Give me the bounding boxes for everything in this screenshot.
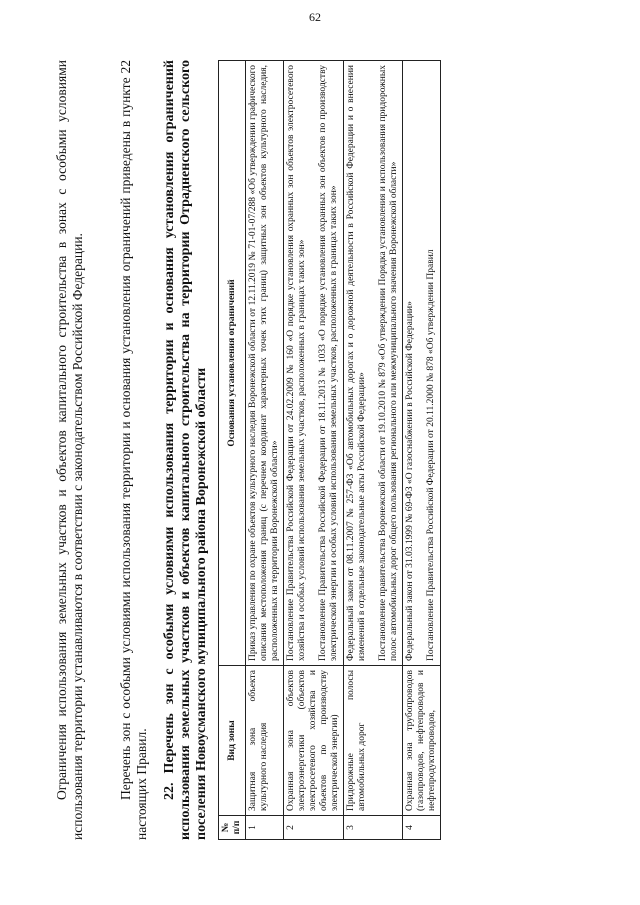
row-kind: Охранная зона трубопроводов (газопроводов, нефтепроводов и нефтепродуктопроводов,: [403, 666, 441, 816]
table-row: [403, 61, 441, 840]
row-num: 2: [284, 816, 344, 840]
table-row: [284, 61, 344, 840]
page-number: 62: [309, 10, 321, 24]
basis-item: Постановление Правительства Российской Федерации от 18.11.2013 № 1033 «О порядке установления охранных зон объектов по производству электрической энергии и особых условий использования земельных участков, расположенных в границах таких зон»: [318, 65, 339, 661]
header-num: № п/п: [219, 816, 246, 840]
basis-item: Приказ управления по охране объектов культурного наследия Воронежской области от 12.11.2019 № 71-01-07/288 «Об утверждении графического описания местоположения границ (с перечнем координат характерных точек этих границ) защитных зон объектов культурного наследия, расположенных на территории Воронежской области»: [248, 65, 280, 661]
basis-item: Федеральный закон от 08.11.2007 № 257-ФЗ «Об автомобильных дорогах и о дорожной деятельности в Российской Федерации и о внесении изменений в отдельные законодательные акты Российской Федерации»: [346, 65, 367, 661]
basis-item: Постановление правительства Воронежской области от 19.10.2010 № 879 «Об утверждении Порядка установления и использования придорожных полос автомобильных дорог общего пользования регионального или межмуниципального значения Воронежской области»: [378, 65, 399, 661]
row-num: 1: [246, 816, 284, 840]
header-basis: Основания установления ограничений: [219, 61, 246, 666]
row-num: 3: [344, 816, 403, 840]
basis-item: Федеральный закон от 31.03.1999 № 69-ФЗ «О газоснабжении в Российской Федерации»: [405, 301, 415, 661]
row-kind: Защитная зона объекта культурного наследия: [246, 666, 284, 816]
row-basis: [246, 61, 284, 666]
paragraph-restrictions: Ограничения использования земельных участков и объектов капитального строительства в зонах с особыми условиями использования территории устанавливаются в соответствии с законодательством Российской Федерации.: [54, 60, 85, 840]
table-row: [246, 61, 284, 840]
basis-item: Постановление Правительства Российской Федерации от 20.11.2000 № 878 «Об утверждении Правил: [426, 249, 436, 661]
row-kind: Придорожные полосы автомобильных дорог: [344, 666, 403, 816]
row-num: 4: [403, 816, 441, 840]
header-kind: Вид зоны: [219, 666, 246, 816]
zones-table: [218, 60, 441, 840]
basis-item: Постановление Правительства Российской Федерации от 24.02.2009 № 160 «О порядке установления охранных зон объектов электросетевого хозяйства и особых условий использования земельных участков, расположенных в границах таких зон»: [286, 65, 307, 661]
rotated-page-content: [50, 50, 610, 850]
paragraph-zone-list-reference: Перечень зон с особыми условиями использования территории и основания установления ограничений приведены в пункте 22 настоящих Правил.: [118, 60, 149, 840]
row-basis: [284, 61, 344, 666]
section-heading: 22. Перечень зон с особыми условиями использования территории и основания установления ограничений использования земельных участков и объектов капитального строительства на территории Отрадненского сельского поселения Новоусманского муниципального района Воронежской области: [162, 60, 209, 840]
table-header-row: [219, 61, 246, 840]
table-row: [344, 61, 403, 840]
row-basis: [344, 61, 403, 666]
row-basis: [403, 61, 441, 666]
row-kind: Охранная зона объектов электроэнергетики (объектов электросетевого хозяйства и объектов по производству электрической энергии): [284, 666, 344, 816]
